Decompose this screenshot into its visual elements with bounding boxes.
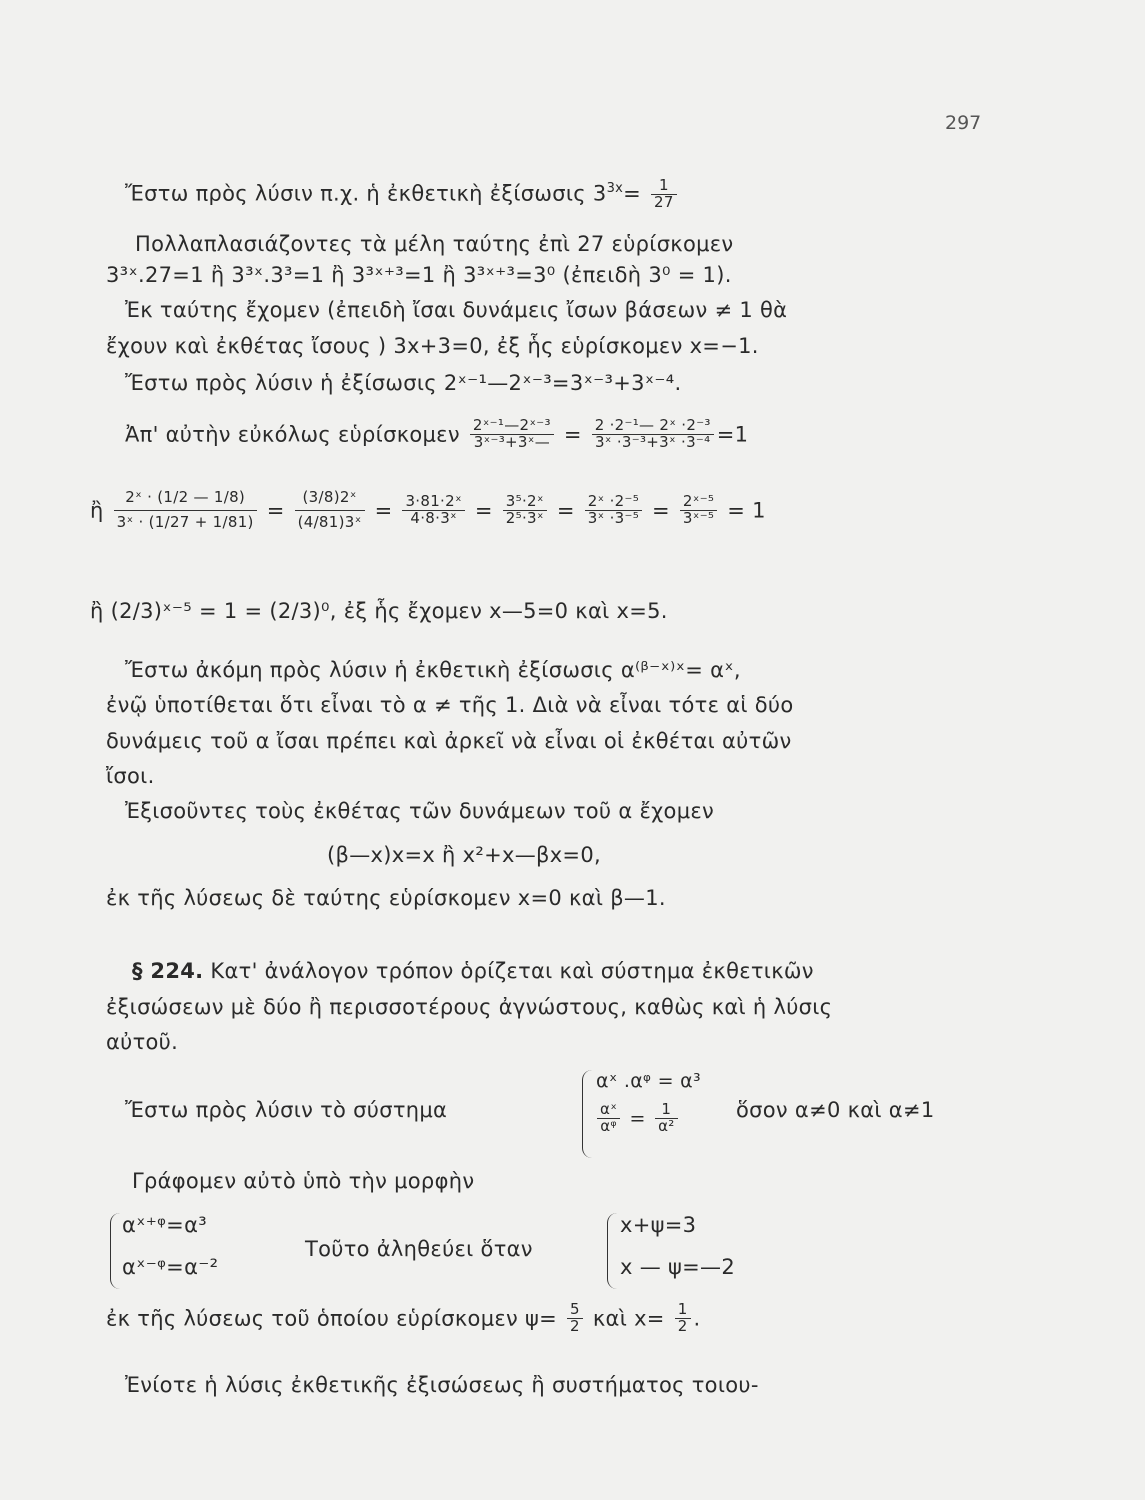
fraction: $\frac{5}{2}$ — [567, 1302, 583, 1335]
text-line: δυνάμεις τοῦ α ἴσαι πρέπει καὶ ἀρκεῖ νὰ εἶναι οἱ ἐκθέται αὐτῶν — [106, 729, 792, 753]
left-brace — [582, 1070, 593, 1158]
system-row: $\frac{\text{αˣ}}{\text{αᵠ}}$ = $\frac{1}{\text{α²}}$ — [594, 1102, 681, 1135]
text-line: Ἔστω πρὸς λύσιν π.χ. ἡ ἐκθετικὴ ἐξίσωσις $3^{3x}=$ $\frac{1}{27}$ — [125, 178, 680, 211]
equation: (β—x)x=x ἢ x²+x—βx=0, — [327, 843, 601, 867]
left-brace — [110, 1213, 121, 1289]
text-line: Ἔστω ἀκόμη πρὸς λύσιν ἡ ἐκθετικὴ ἐξίσωσις α⁽ᵝ⁻ˣ⁾ˣ= αˣ, — [125, 658, 741, 682]
text-line: αὐτοῦ. — [106, 1030, 179, 1054]
text-line: Ἀπ' αὐτὴν εὐκόλως εὑρίσκομεν $\frac{\text{2ˣ⁻¹—2ˣ⁻³}}{\text{3ˣ⁻³+3ˣ—}}$ = $\frac{\text{2 ·2⁻¹— 2ˣ ·2⁻³}}{\text{3ˣ ·3⁻³+3ˣ ·3⁻⁴}}$ =1 — [125, 416, 749, 451]
text-line: Γράφομεν αὐτὸ ὑπὸ τὴν μορφὴν — [132, 1169, 475, 1193]
text-line: Ἔστω πρὸς λύσιν τὸ σύστημα — [125, 1098, 448, 1122]
text-line: Ἐκ ταύτης ἔχομεν (ἐπειδὴ ἴσαι δυνάμεις ἴσων βάσεων ≠ 1 θὰ — [125, 298, 788, 322]
system-row: x+ψ=3 — [620, 1213, 697, 1237]
fraction: $\frac{1}{2}$ — [675, 1302, 691, 1335]
text-line: ἐκ τῆς λύσεως δὲ ταύτης εὑρίσκομεν x=0 καὶ β—1. — [106, 886, 666, 910]
fraction-chain: ἢ $\frac{\text{2ˣ · (1/2 — 1/8)}}{\text{3ˣ · (1/27 + 1/81)}}$ = $\frac{\text{(3/8)2ˣ}}{\text{(4/81)3ˣ}}$ = $\frac{\text{3·81·2ˣ}}{\text{4·8·3ˣ}}$ = $\frac{\text{3⁵·2ˣ}}{\text{2⁵·3ˣ}}$ = $\frac{\text{2ˣ ·2⁻⁵}}{\text{3ˣ ·3⁻⁵}}$ = $\frac{\text{2ˣ⁻⁵}}{\text{3ˣ⁻⁵}}$ = 1 — [90, 488, 766, 531]
text-line: Ἔστω πρὸς λύσιν ἡ ἐξίσωσις 2ˣ⁻¹—2ˣ⁻³=3ˣ⁻³+3ˣ⁻⁴. — [125, 371, 682, 395]
fraction: $\frac{\text{2ˣ ·2⁻⁵}}{\text{3ˣ ·3⁻⁵}}$ — [585, 494, 642, 527]
text-line: Ἐξισοῦντες τοὺς ἐκθέτας τῶν δυνάμεων τοῦ α ἔχομεν — [125, 799, 715, 823]
fraction: $\frac{\text{3⁵·2ˣ}}{\text{2⁵·3ˣ}}$ — [503, 494, 547, 527]
system-row: αˣ⁻ᵠ=α⁻² — [122, 1255, 219, 1279]
text-line: ἴσοι. — [106, 764, 155, 788]
system-row: αˣ .αᵠ = α³ — [596, 1070, 701, 1092]
text-line: ἐνῷ ὑποτίθεται ὅτι εἶναι τὸ α ≠ τῆς 1. Διὰ νὰ εἶναι τότε αἱ δύο — [106, 693, 794, 717]
left-brace — [607, 1213, 618, 1289]
fraction: $\frac{\text{3·81·2ˣ}}{\text{4·8·3ˣ}}$ — [402, 494, 464, 527]
text-line: ἐκ τῆς λύσεως τοῦ ὁποίου εὑρίσκομεν ψ= $\frac{5}{2}$ καὶ x= $\frac{1}{2}$ . — [106, 1300, 701, 1335]
text-line: Ἐνίοτε ἡ λύσις ἐκθετικῆς ἐξισώσεως ἢ συστήματος τοιου- — [125, 1373, 759, 1397]
text-line: 3³ˣ.27=1 ἢ 3³ˣ.3³=1 ἢ 3³ˣ⁺³=1 ἢ 3³ˣ⁺³=3⁰ (ἐπειδὴ 3⁰ = 1). — [106, 263, 732, 287]
section-heading: § 224. Κατ' ἀνάλογον τρόπον ὁρίζεται καὶ σύστημα ἐκθετικῶν — [132, 959, 814, 983]
text-line: Πολλαπλασιάζοντες τὰ μέλη ταύτης ἐπὶ 27 εὑρίσκομεν — [135, 232, 734, 256]
section-number: § 224. — [132, 959, 204, 983]
page-number: 297 — [945, 112, 982, 134]
condition: ὅσον α≠0 καὶ α≠1 — [736, 1098, 935, 1122]
fraction: $\frac{\text{2ˣ · (1/2 — 1/8)}}{\text{3ˣ · (1/27 + 1/81)}}$ — [114, 490, 257, 531]
text-line: ἢ (2/3)ˣ⁻⁵ = 1 = (2/3)⁰, ἐξ ἧς ἔχομεν x—5=0 καὶ x=5. — [90, 599, 668, 623]
text-line: Τοῦτο ἀληθεύει ὅταν — [305, 1237, 533, 1261]
fraction: $\frac{\text{(3/8)2ˣ}}{\text{(4/81)3ˣ}}$ — [295, 490, 365, 531]
fraction: $\frac{\text{2ˣ⁻¹—2ˣ⁻³}}{\text{3ˣ⁻³+3ˣ—}}$ — [470, 418, 554, 451]
fraction: $\frac{\text{2ˣ⁻⁵}}{\text{3ˣ⁻⁵}}$ — [680, 494, 717, 527]
fraction: $\frac{\text{αˣ}}{\text{αᵠ}}$ — [597, 1102, 620, 1135]
fraction: $\frac{1}{27}$ — [651, 178, 677, 211]
text-line: ἔχουν καὶ ἐκθέτας ἴσους ) 3x+3=0, ἐξ ἧς εὑρίσκομεν x=−1. — [106, 334, 759, 358]
text-line: ἐξισώσεων μὲ δύο ἢ περισσοτέρους ἀγνώστους, καθὼς καὶ ἡ λύσις — [106, 995, 833, 1019]
fraction: $\frac{\text{2 ·2⁻¹— 2ˣ ·2⁻³}}{\text{3ˣ ·3⁻³+3ˣ ·3⁻⁴}}$ — [592, 418, 714, 451]
system-row: x — ψ=—2 — [620, 1255, 735, 1279]
system-row: αˣ⁺ᵠ=α³ — [122, 1213, 207, 1237]
fraction: $\frac{1}{\text{α²}}$ — [655, 1102, 678, 1135]
